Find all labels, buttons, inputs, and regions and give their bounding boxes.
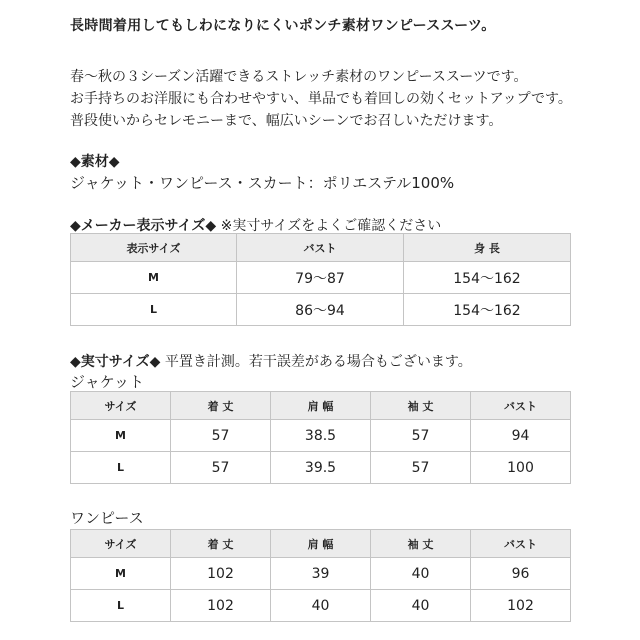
table-row [71,420,571,452]
table-cell: 79～87 [237,262,404,294]
header-cell: 着 丈 [171,530,271,558]
table-row [71,558,571,590]
size-label-cell: L [71,294,237,326]
table-cell: 100 [471,452,571,484]
maker-size-table [70,233,571,326]
table-cell: 102 [471,590,571,622]
material-heading-text: ◆素材◆ [70,154,120,170]
table-cell: 39.5 [271,452,371,484]
table-cell: 57 [371,452,471,484]
onepiece-size-table [70,529,571,622]
maker-size-heading-text: ◆メーカー表示サイズ◆ [70,218,217,234]
maker-size-note: ※実寸サイズをよくご確認ください [220,218,442,234]
header-cell: バスト [471,392,571,420]
header-cell: 表示サイズ [71,234,237,262]
table-cell: 39 [271,558,371,590]
table-header-row [71,392,571,420]
size-label-cell: M [71,558,171,590]
table-header-row [71,530,571,558]
table-cell: 86～94 [237,294,404,326]
size-label-cell: L [71,452,171,484]
header-cell: サイズ [71,530,171,558]
header-cell: 身 長 [404,234,571,262]
material-text: ジャケット・ワンピース・スカート：ポリエステル100% [70,174,455,192]
header-cell: 袖 丈 [371,530,471,558]
table-cell: 154～162 [404,294,571,326]
table-cell: 102 [171,590,271,622]
header-cell: サイズ [71,392,171,420]
table-cell: 40 [371,590,471,622]
table-row [71,262,571,294]
table-cell: 57 [171,420,271,452]
table-cell: 40 [371,558,471,590]
product-headline: 長時間着用してもしわになりにくいポンチ素材ワンピーススーツ。 [70,18,496,34]
header-cell: 袖 丈 [371,392,471,420]
table-cell: 40 [271,590,371,622]
table-header-row [71,234,571,262]
table-cell: 154～162 [404,262,571,294]
description-line-1: 春～秋の３シーズン活躍できるストレッチ素材のワンピーススーツです。 [70,69,528,85]
header-cell: 肩 幅 [271,530,371,558]
header-cell: バスト [237,234,404,262]
maker-size-heading [70,215,441,235]
description-line-2: お手持ちのお洋服にも合わせやすい、単品でも着回しの効くセットアップです。 [70,91,572,107]
header-cell: バスト [471,530,571,558]
actual-size-heading [70,351,472,371]
table-cell: 57 [171,452,271,484]
jacket-size-table [70,391,571,484]
table-row [71,590,571,622]
table-cell: 94 [471,420,571,452]
size-label-cell: L [71,590,171,622]
size-label-cell: M [71,420,171,452]
size-label-cell: M [71,262,237,294]
material-heading [70,151,120,171]
header-cell: 着 丈 [171,392,271,420]
header-cell: 肩 幅 [271,392,371,420]
table-row [71,294,571,326]
table-cell: 96 [471,558,571,590]
actual-size-heading-text: ◆実寸サイズ◆ [70,354,161,370]
actual-size-note: 平置き計測。若干誤差がある場合もございます。 [164,354,472,370]
table-cell: 38.5 [271,420,371,452]
table-cell: 102 [171,558,271,590]
onepiece-label: ワンピース [70,509,144,527]
table-row [71,452,571,484]
description-line-3: 普段使いからセレモニーまで、幅広いシーンでお召しいただけます。 [70,113,503,129]
jacket-label: ジャケット [70,373,144,391]
table-cell: 57 [371,420,471,452]
